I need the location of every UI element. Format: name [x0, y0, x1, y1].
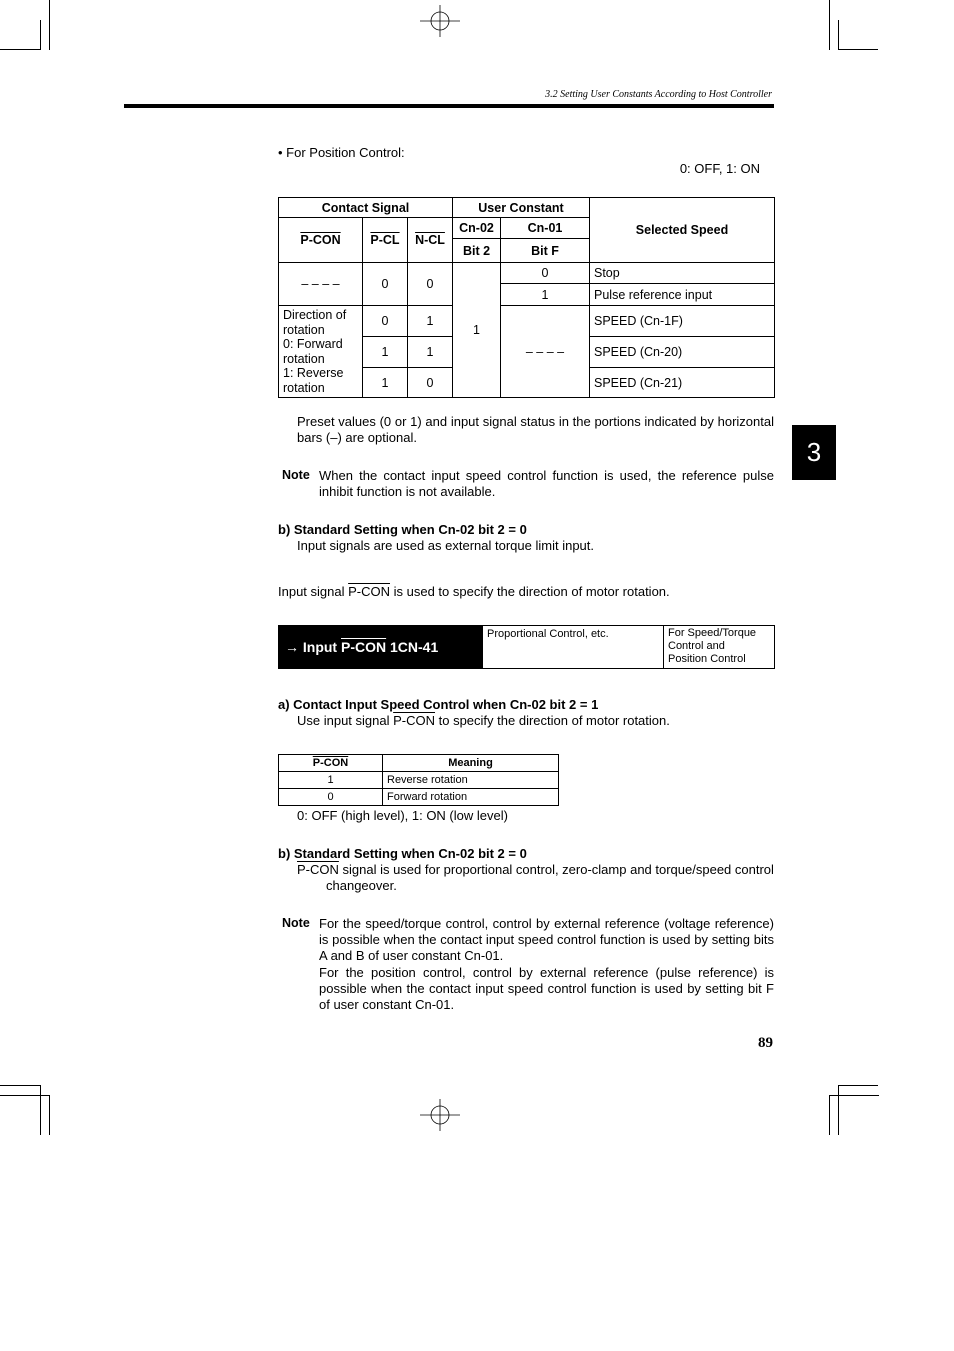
registration-mark-top — [420, 5, 460, 37]
note-label: Note — [282, 468, 310, 482]
on-off-legend: 0: OFF, 1: ON — [679, 161, 760, 176]
section-b-text: Input signals are used as external torque limit input. — [297, 538, 595, 553]
cell-ncl: 0 — [408, 368, 453, 398]
meaning-value: Reverse rotation — [383, 772, 559, 789]
pcl-header: P-CL — [370, 233, 400, 247]
pcon-signal-name: P-CON — [348, 584, 390, 599]
cell-bitf: 1 — [501, 284, 590, 306]
pcon-value: 1 — [279, 772, 383, 789]
header-rule — [124, 104, 774, 108]
signal-modes: For Speed/Torque Control and Position Control — [668, 627, 757, 665]
selected-speed-header: Selected Speed — [590, 198, 775, 263]
preset-values-note: Preset values (0 or 1) and input signal status in the portions indicated by horizontal bars (–) are optional. — [297, 414, 774, 445]
meaning-column-header: Meaning — [383, 755, 559, 772]
final-note-para-1: For the speed/torque control, control by external reference (voltage reference) is possible when the contact input speed control function is used by setting bits A and B of user constant Cn-01. — [319, 916, 774, 963]
chapter-tab: 3 — [792, 425, 836, 480]
pcon-header: P-CON — [300, 233, 341, 247]
signal-name: P-CON — [341, 639, 387, 655]
table-row — [279, 772, 559, 789]
contact-signal-header: Contact Signal — [279, 198, 453, 218]
bit2-header: Bit 2 — [453, 239, 501, 263]
cell-speed: Stop — [590, 263, 775, 284]
bitf-dashes: – – – – — [501, 306, 590, 398]
pcon-signal-name: P-CON — [297, 862, 339, 877]
section-b2-text-cont: changeover. — [326, 878, 397, 893]
meaning-value: Forward rotation — [383, 789, 559, 806]
signal-spec-box — [278, 625, 775, 669]
cell-ncl: 0 — [408, 263, 453, 306]
final-note-label: Note — [282, 916, 310, 930]
section-b-title: b) Standard Setting when Cn-02 bit 2 = 0 — [278, 522, 527, 537]
cell-speed: Pulse reference input — [590, 284, 775, 306]
cell-pcl: 0 — [363, 263, 408, 306]
level-legend: 0: OFF (high level), 1: ON (low level) — [297, 808, 508, 823]
section-b2-text: P-CON signal is used for proportional control, zero-clamp and torque/speed control — [297, 862, 774, 877]
pcon-intro-text: Input signal P-CON is used to specify the direction of motor rotation. — [278, 584, 670, 599]
cell-speed: SPEED (Cn-1F) — [590, 306, 775, 337]
signal-function: Proportional Control, etc. — [483, 626, 664, 668]
final-note-para-2: For the position control, control by external reference (pulse reference) is possible when the contact input speed control function is used by setting bit F of user constant Cn-01. — [319, 965, 774, 1012]
cn02-header: Cn-02 — [453, 218, 501, 239]
ncl-header: N-CL — [415, 233, 445, 247]
position-control-table — [278, 197, 775, 398]
bitf-header: Bit F — [501, 239, 590, 263]
section-a-text: Use input signal P-CON to specify the direction of motor rotation. — [297, 713, 670, 728]
pcon-dashes: – – – – — [279, 263, 363, 306]
section-a-title: a) Contact Input Speed Control when Cn-02 bit 2 = 1 — [278, 697, 599, 712]
pcon-value: 0 — [279, 789, 383, 806]
running-title: 3.2 Setting User Constants According to Host Controller — [545, 89, 772, 100]
user-constant-header: User Constant — [453, 198, 590, 218]
cell-pcl: 1 — [363, 368, 408, 398]
pcon-meaning-table — [278, 754, 559, 806]
signal-title: → Input P-CON 1CN-41 — [279, 626, 483, 668]
cell-speed: SPEED (Cn-20) — [590, 337, 775, 368]
note-text: When the contact input speed control function is used, the reference pulse inhibit function is not available. — [319, 468, 774, 499]
pin-number: 1CN-41 — [386, 639, 439, 655]
direction-of-rotation-cell: Direction of rotation 0: Forward rotation 1: Reverse rotation — [279, 306, 363, 398]
section-b2-title: b) Standard Setting when Cn-02 bit 2 = 0 — [278, 846, 527, 861]
registration-mark-bottom — [420, 1099, 460, 1131]
cell-bitf: 0 — [501, 263, 590, 284]
cell-pcl: 0 — [363, 306, 408, 337]
table-row — [279, 789, 559, 806]
cell-cn02-bit2: 1 — [453, 263, 501, 398]
cell-speed: SPEED (Cn-21) — [590, 368, 775, 398]
pcon-column-header: P-CON — [312, 757, 349, 769]
cell-ncl: 1 — [408, 306, 453, 337]
pcon-signal-name: P-CON — [393, 713, 436, 728]
cell-ncl: 1 — [408, 337, 453, 368]
position-control-intro: • For Position Control: — [278, 145, 405, 160]
cell-pcl: 1 — [363, 337, 408, 368]
cn01-header: Cn-01 — [501, 218, 590, 239]
page-number: 89 — [758, 1035, 773, 1051]
